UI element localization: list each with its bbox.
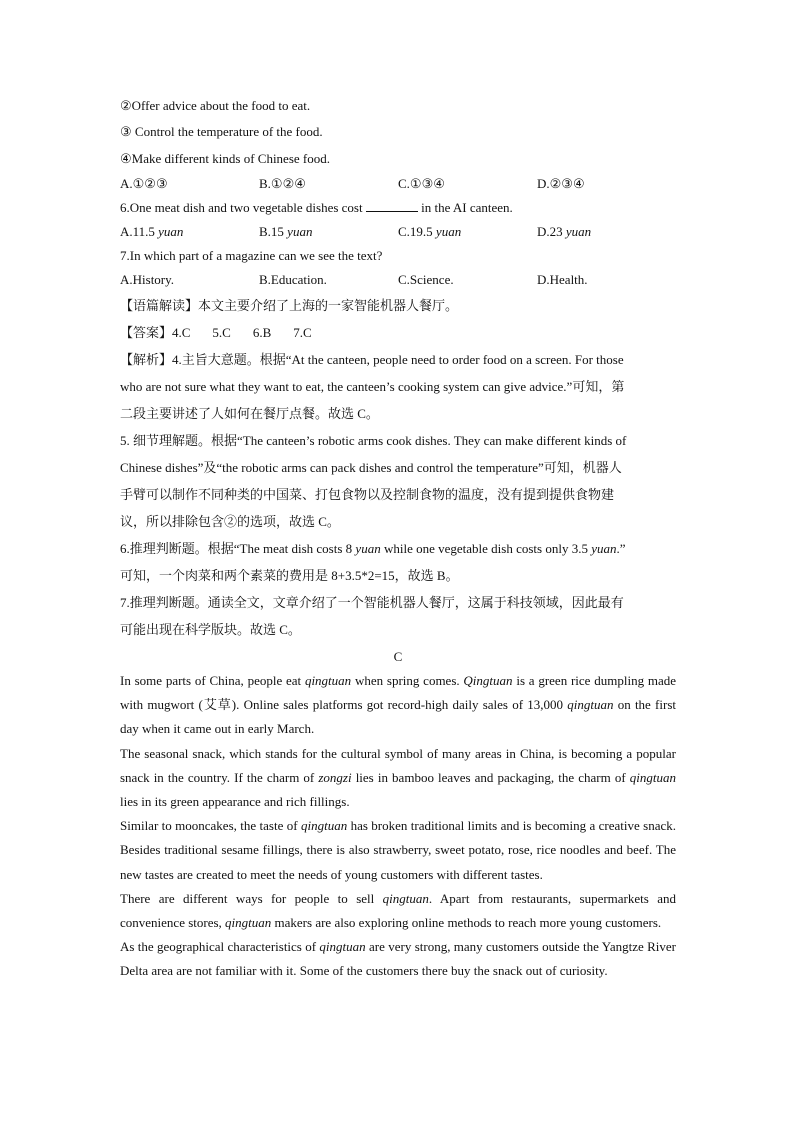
q7-stem: 7.In which part of a magazine can we see the text? xyxy=(120,248,383,263)
q5-option-3: ③ Control the temperature of the food. xyxy=(120,124,323,139)
explanation-5-line3: 手臂可以制作不同种类的中国菜、打包食物以及控制食物的温度，没有提到提供食物建 xyxy=(120,487,615,502)
q7-choice-b: B.Education. xyxy=(259,272,327,287)
q7-choice-d: D.Health. xyxy=(537,272,588,287)
explanation-5-line1: 5. 细节理解题。根据“The canteen’s robotic arms cook dishes. They can make different kinds of xyxy=(120,433,627,448)
q6-choice-a: A.11.5 yuan xyxy=(120,224,184,239)
explanation-6-line2: 可知，一个肉菜和两个素菜的费用是 8+3.5*2=15，故选 B。 xyxy=(120,568,459,583)
q5-choice-b: B.①②④ xyxy=(259,176,306,191)
q5-choice-c: C.①③④ xyxy=(398,176,445,191)
explanation-6-line1: 6.推理判断题。根据“The meat dish costs 8 yuan while one vegetable dish costs only 3.5 yuan.” xyxy=(120,541,626,556)
section-heading: C xyxy=(393,649,403,664)
answer-blank xyxy=(366,199,418,212)
explanation-5-line4: 议，所以排除包含②的选项，故选 C。 xyxy=(120,514,340,529)
paragraph-5: As the geographical characteristics of qingtuan are very strong, many customers outside the Yangtze River Delta area are not familiar with it. Some of the customers there buy the snack out of curiosity. xyxy=(120,939,677,979)
answer-key: 【答案】4.C 5.C 6.B 7.C xyxy=(120,325,312,340)
q6-choice-c: C.19.5 yuan xyxy=(398,224,462,239)
q5-option-2: ②Offer advice about the food to eat. xyxy=(120,98,311,113)
paragraph-4: There are different ways for people to sell qingtuan. Apart from restaurants, supermarkets and convenience stores, qingtuan makers are also exploring online methods to reach more young customers. xyxy=(120,890,676,931)
q6-choice-b: B.15 yuan xyxy=(259,224,313,239)
q6-choice-d: D.23 yuan xyxy=(537,224,592,239)
q5-choices xyxy=(120,172,676,196)
explanation-4-line3: 二段主要讲述了人如何在餐厅点餐。故选 C。 xyxy=(120,406,379,421)
paragraph-1: In some parts of China, people eat qingtuan when spring comes. Qingtuan is a green rice dumpling made with mugwort (艾草). Online sales platforms got record-high daily sales of 13,000 qingtuan on the first day when it came out in early March. xyxy=(120,673,677,737)
q7-choices xyxy=(120,268,676,292)
explanation-5-line2: Chinese dishes”及“the robotic arms can pack dishes and control the temperature”可知，机器人 xyxy=(120,460,622,475)
q6-stem xyxy=(120,196,676,220)
explanation-7-line1: 7.推理判断题。通读全文，文章介绍了一个智能机器人餐厅，这属于科技领域，因此最有 xyxy=(120,595,624,610)
paragraph-2: The seasonal snack, which stands for the cultural symbol of many areas in China, is becoming a popular snack in the country. If the charm of zongzi lies in bamboo leaves and packaging, the charm of qingtuan lies in its green appearance and rich fillings. xyxy=(120,745,676,810)
q5-choice-a: A.①②③ xyxy=(120,176,168,191)
explanation-4-line1: 【解析】4.主旨大意题。根据“At the canteen, people need to order food on a screen. For those xyxy=(120,352,624,367)
passage-summary: 【语篇解读】本文主要介绍了上海的一家智能机器人餐厅。 xyxy=(120,298,459,313)
q5-option-4: ④Make different kinds of Chinese food. xyxy=(120,151,330,166)
explanation-7-line2: 可能出现在科学版块。故选 C。 xyxy=(120,622,301,637)
q5-choice-d: D.②③④ xyxy=(537,176,585,191)
q7-choice-c: C.Science. xyxy=(398,272,454,287)
paragraph-3: Similar to mooncakes, the taste of qingtuan has broken traditional limits and is becoming a creative snack. Besides traditional sesame fillings, there is also strawberry, sweet potato, rose, rice noodles and beef. The new tastes are created to meet the needs of young customers with different tastes. xyxy=(120,818,676,882)
q7-choice-a: A.History. xyxy=(120,272,175,287)
q6-choices xyxy=(120,220,676,244)
q6-stem-text: 6.One meat dish and two vegetable dishes cost xyxy=(120,200,363,215)
q6-stem-text-end: in the AI canteen. xyxy=(421,200,513,215)
document-page xyxy=(120,94,676,984)
explanation-4-line2: who are not sure what they want to eat, the canteen’s cooking system can give advice.”可知，第 xyxy=(120,379,625,394)
